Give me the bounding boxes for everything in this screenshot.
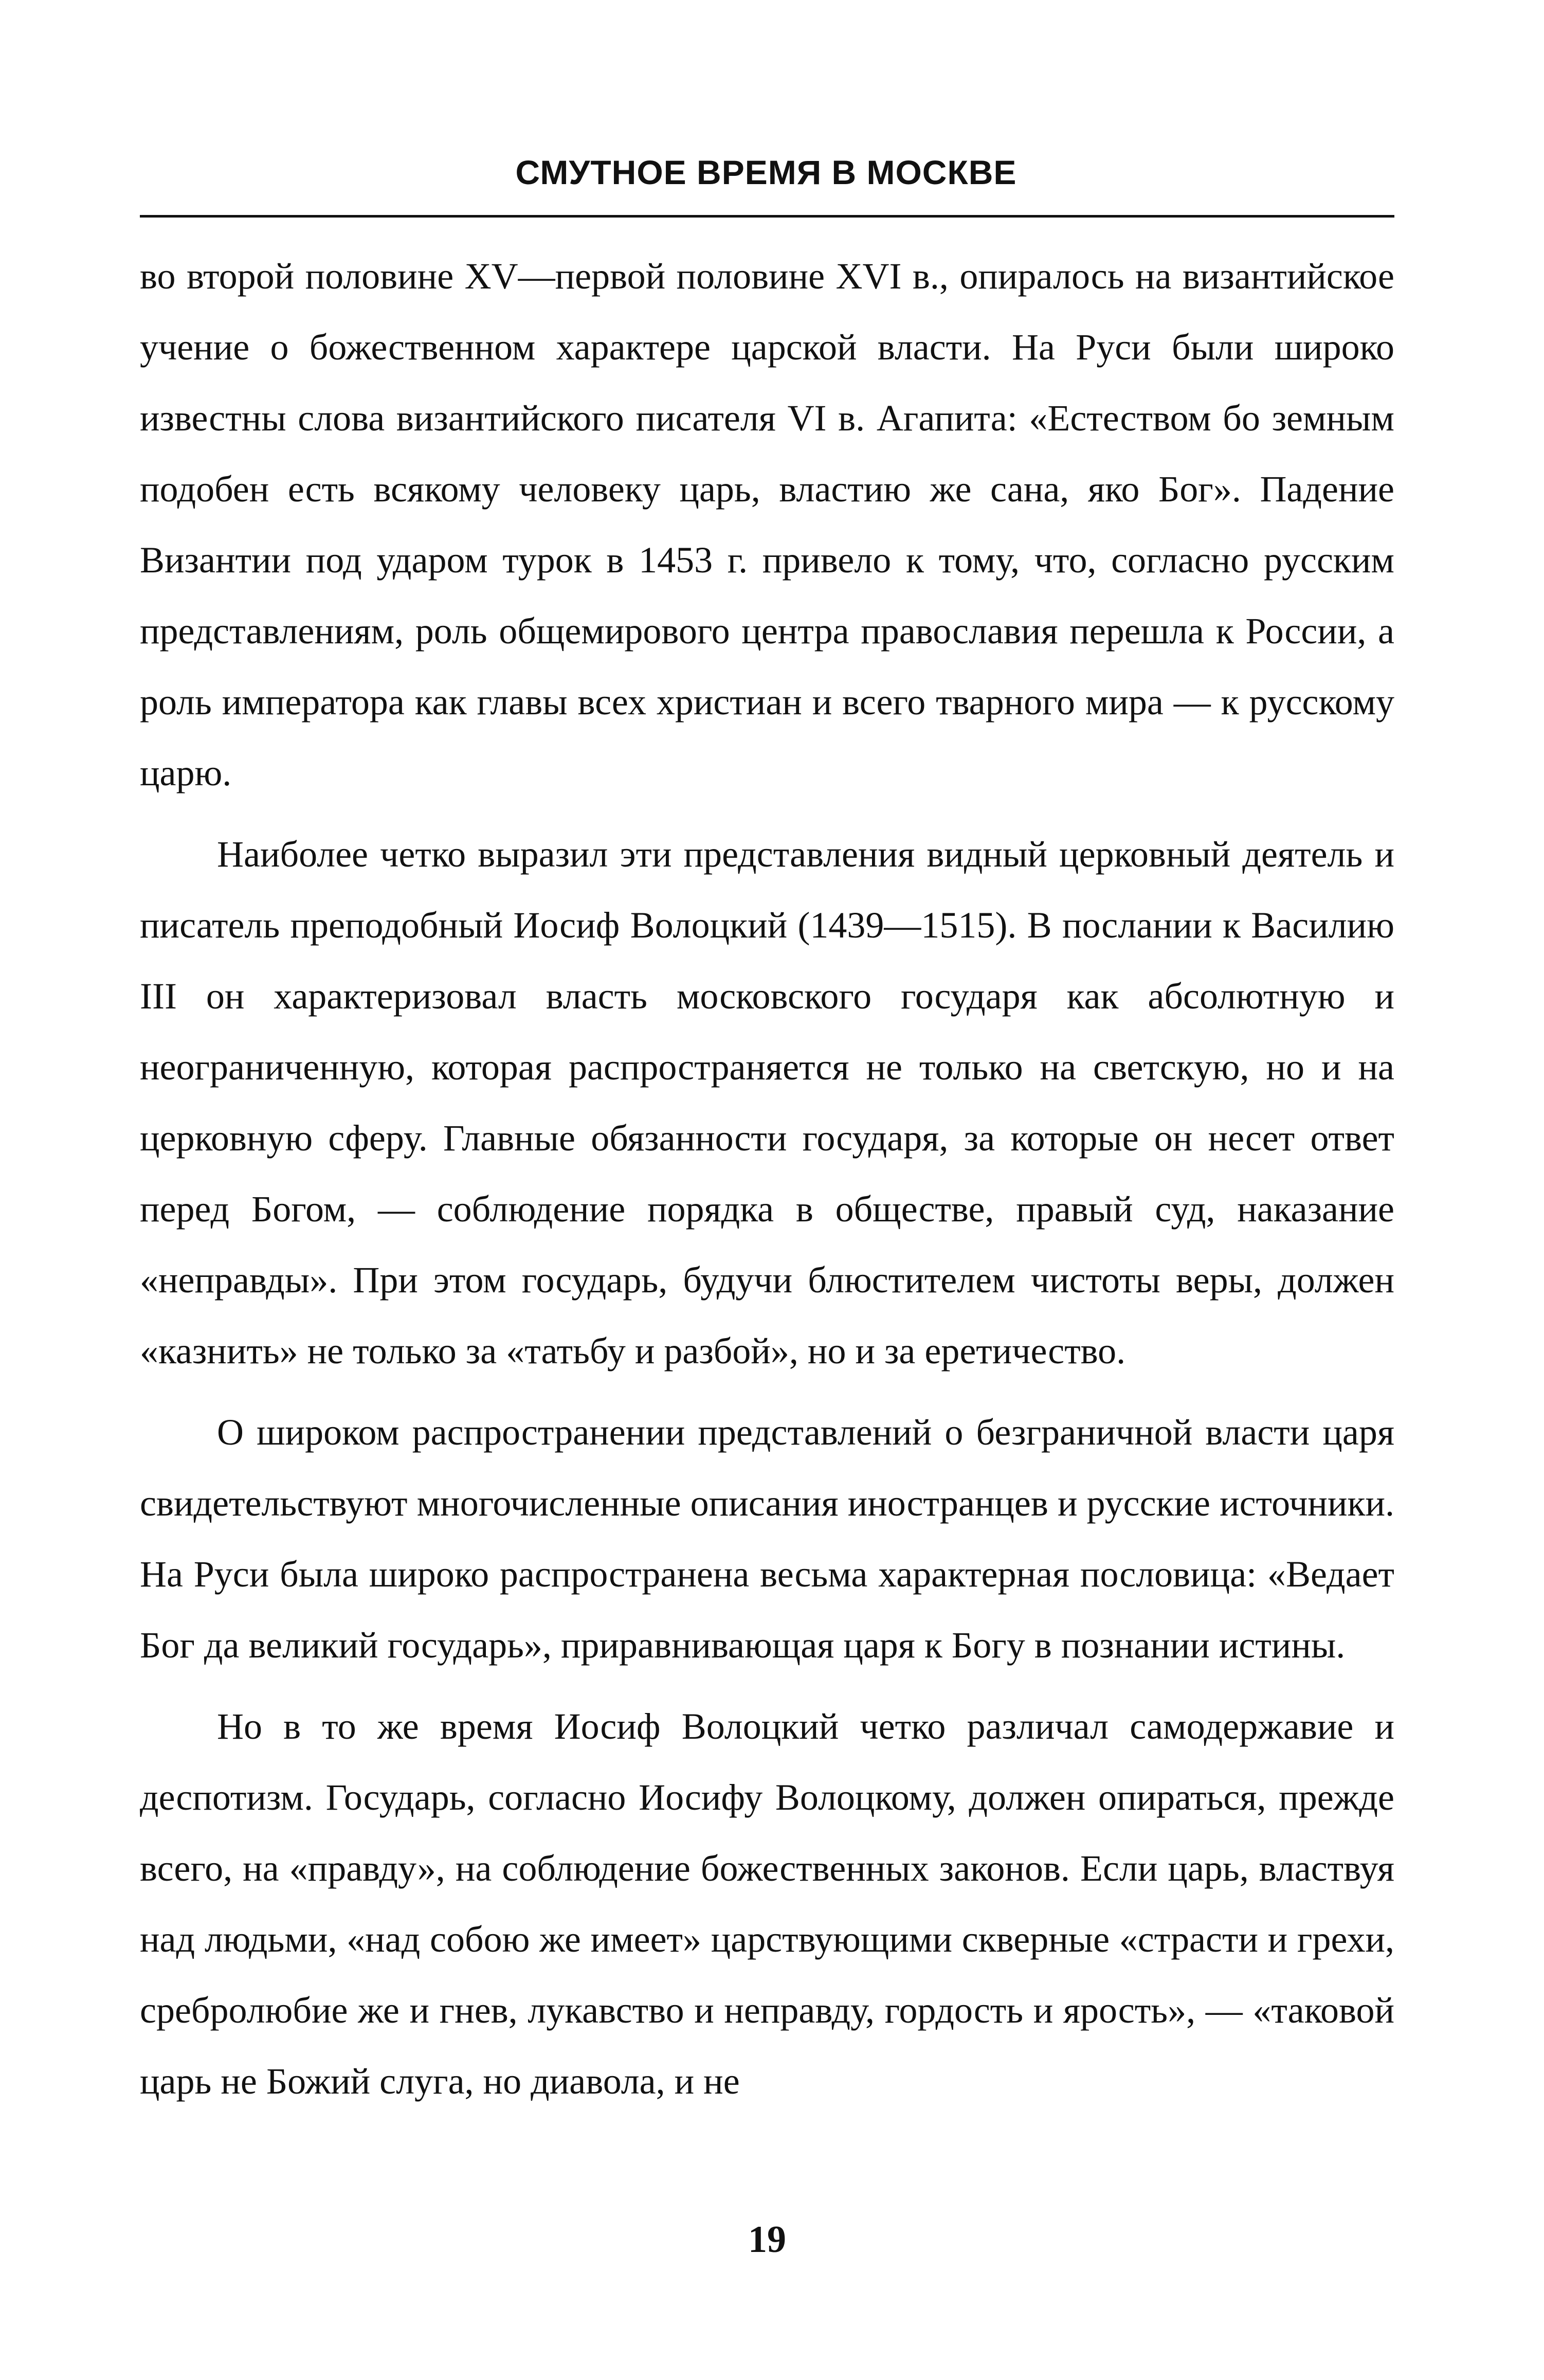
paragraph-iosif-volotsky: Наиболее четко выразил эти представления видный церковный деятель и писатель преподобный Иосиф Волоцкий (1439—1515). В послании к Василию III он характеризовал власть московского государя как абсолютную и неограниченную, которая распространяется не только на светскую, но и на церковную сферу. Главные обязанности государя, за которые он несет ответ перед Богом, — соблюдение порядка в обществе, правый суд, наказание «неправды». При этом государь, будучи блюстителем чистоты веры, должен «казнить» не только за «татьбу и разбой», но и за еретичество. xyxy=(140,834,1394,1372)
body-text xyxy=(140,241,1394,2127)
header-divider xyxy=(140,215,1394,218)
page-number: 19 xyxy=(748,2219,786,2261)
paragraph-unlimited-power: О широком распространении представлений о безграничной власти царя свидетельствуют многочисленные описания иностранцев и русские источники. На Руси была широко распространена весьма характерная пословица: «Ведает Бог да великий государь», приравнивающая царя к Богу в познании истины. xyxy=(140,1412,1394,1666)
paragraph-continuation: во второй половине XV—первой половине XVI в., опиралось на византийское учение о божественном характере царской власти. На Руси были широко известны слова византийского писателя VI в. Агапита: «Естеством бо земным подобен есть всякому человеку царь, властию же сана, яко Бог». Падение Византии под ударом турок в 1453 г. привело к тому, что, согласно русским представлениям, роль общемирового центра православия перешла к России, а роль императора как главы всех христиан и всего тварного мира — к русскому царю. xyxy=(140,256,1394,794)
paragraph-autocracy-vs-despotism: Но в то же время Иосиф Волоцкий четко различал самодержавие и деспотизм. Государь, согласно Иосифу Волоцкому, должен опираться, прежде всего, на «правду», на соблюдение божественных законов. Если царь, властвуя над людьми, «над собою же имеет» царствующими скверные «страсти и грехи, сребролюбие же и гнев, лукавство и неправду, гордость и ярость», — «таковой царь не Божий слуга, но диавола, и не xyxy=(140,1706,1394,2102)
running-head-title: СМУТНОЕ ВРЕМЯ В МОСКВЕ xyxy=(515,153,1017,191)
